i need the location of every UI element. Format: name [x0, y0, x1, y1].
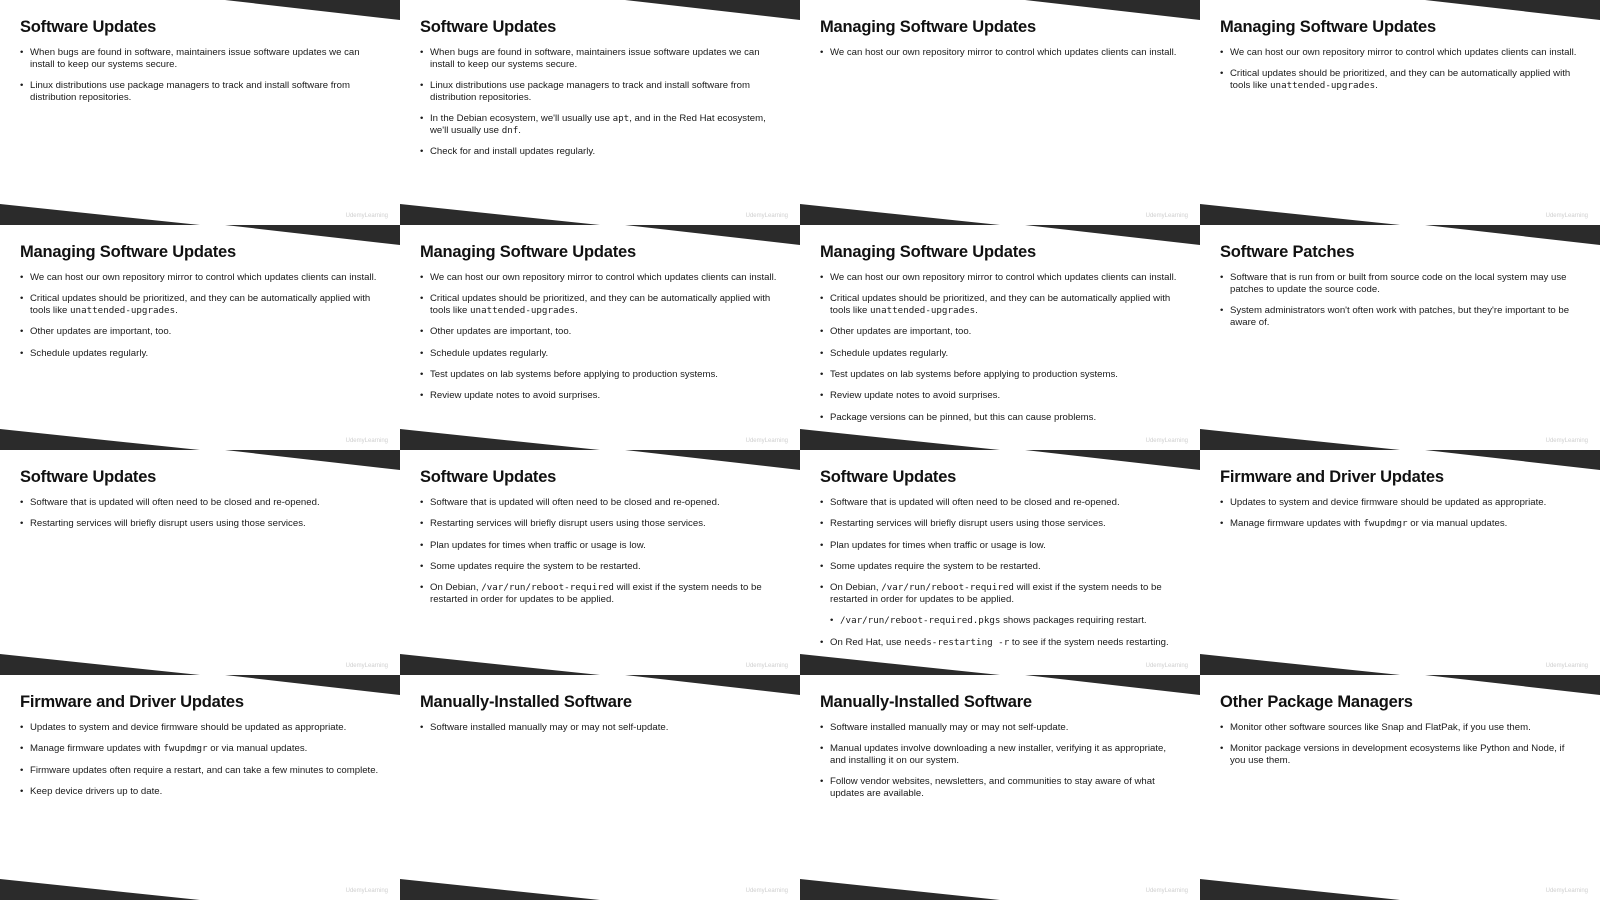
- slide-title: Managing Software Updates: [820, 18, 1036, 36]
- bullet-list: [420, 722, 780, 743]
- bullet-text: Check for and install updates regularly.: [430, 146, 596, 158]
- bullet-text: Other updates are important, too.: [830, 326, 972, 338]
- slide-thumbnail-16[interactable]: [1200, 675, 1600, 900]
- bullet-item: [20, 765, 380, 777]
- bullet-text: Schedule updates regularly.: [830, 347, 949, 359]
- bullet-item: [420, 80, 780, 104]
- bullet-item: [1220, 47, 1580, 59]
- bullet-text: Schedule updates regularly.: [430, 347, 549, 359]
- bullet-text: Test updates on lab systems before applying to production systems.: [830, 368, 1118, 380]
- watermark: UdemyLearning: [1545, 663, 1588, 669]
- slide-title: Software Updates: [820, 468, 957, 486]
- top-right-wedge: [1025, 450, 1200, 470]
- bullet-item: [420, 272, 780, 284]
- bullet-item: [820, 722, 1180, 734]
- code-text: unattended-upgrades: [1270, 80, 1376, 92]
- bullet-item: [420, 146, 780, 158]
- bullet-text: .: [1375, 80, 1378, 92]
- bullet-text: Other updates are important, too.: [30, 326, 172, 338]
- bullet-item: [420, 582, 780, 606]
- bullet-item: [20, 47, 380, 71]
- bullet-item: [20, 326, 380, 338]
- bullet-item: [820, 582, 1180, 606]
- bullet-item: [420, 497, 780, 509]
- slide-thumbnail-4[interactable]: [1200, 0, 1600, 225]
- bullet-item: [820, 272, 1180, 284]
- bullet-text: Critical updates should be prioritized, and they can be automatically applied with tools like: [830, 293, 1171, 317]
- bottom-left-wedge: [0, 204, 200, 225]
- bullet-item: [820, 412, 1180, 424]
- bullet-text: We can host our own repository mirror to control which updates clients can install.: [1230, 47, 1577, 58]
- slide-title: Manually-Installed Software: [820, 693, 1032, 711]
- bullet-text: Linux distributions use package managers to track and install software from distribution repositories.: [430, 80, 750, 103]
- bullet-text: Software installed manually may or may not self-update.: [830, 722, 1069, 733]
- bullet-item: [420, 47, 780, 71]
- bullet-text: Software that is updated will often need to be closed and re-opened.: [30, 497, 320, 508]
- bullet-list: [1220, 497, 1580, 540]
- bottom-left-wedge: [0, 879, 200, 900]
- top-right-wedge: [1425, 225, 1600, 245]
- code-text: apt: [612, 113, 630, 125]
- slide-title: Managing Software Updates: [420, 243, 636, 261]
- slide-title: Software Updates: [420, 18, 557, 36]
- top-right-wedge: [625, 675, 800, 695]
- slide-thumbnail-2[interactable]: [400, 0, 800, 225]
- bullet-text: Monitor other software sources like Snap and FlatPak, if you use them.: [1230, 722, 1531, 733]
- code-text: dnf: [501, 124, 519, 136]
- bullet-item: [420, 293, 780, 317]
- top-right-wedge: [1025, 0, 1200, 20]
- code-text: fwupdmgr: [1363, 518, 1408, 530]
- bullet-list: [420, 272, 780, 412]
- code-text: /var/run/reboot-required: [881, 582, 1014, 594]
- bullet-text: Review update notes to avoid surprises.: [430, 390, 601, 402]
- bullet-item: [1220, 272, 1580, 296]
- bottom-left-wedge: [0, 429, 200, 450]
- bullet-item: [420, 390, 780, 402]
- watermark: UdemyLearning: [1545, 213, 1588, 219]
- bullet-item: [820, 637, 1180, 649]
- code-text: needs-restarting -r: [904, 636, 1010, 648]
- bullet-item: [20, 80, 380, 104]
- watermark: UdemyLearning: [345, 888, 388, 894]
- bullet-list: [420, 497, 780, 615]
- top-right-wedge: [625, 0, 800, 20]
- bullet-item: [420, 540, 780, 552]
- bullet-list: [20, 722, 380, 807]
- watermark: UdemyLearning: [345, 438, 388, 444]
- bullet-text: Some updates require the system to be restarted.: [430, 560, 641, 572]
- top-right-wedge: [225, 675, 400, 695]
- bullet-text: In the Debian ecosystem, we'll usually use: [430, 113, 613, 125]
- bullet-item: [20, 293, 380, 317]
- watermark: UdemyLearning: [745, 438, 788, 444]
- watermark: UdemyLearning: [1145, 888, 1188, 894]
- slide-title: Managing Software Updates: [1220, 18, 1436, 36]
- bullet-text: .: [975, 305, 978, 317]
- bullet-text: Critical updates should be prioritized, and they can be automatically applied with tools like: [430, 293, 771, 317]
- bullet-text: On Debian,: [430, 582, 482, 594]
- bullet-item: [820, 326, 1180, 338]
- bullet-item: [420, 369, 780, 381]
- bullet-text: Software installed manually may or may not self-update.: [430, 722, 669, 733]
- bullet-item: [820, 47, 1180, 59]
- bullet-item: [420, 326, 780, 338]
- bullet-item: [1220, 722, 1580, 734]
- bullet-list: [820, 497, 1180, 658]
- bullet-item: [20, 518, 380, 530]
- code-text: unattended-upgrades: [70, 305, 176, 317]
- slide-title: Managing Software Updates: [820, 243, 1036, 261]
- bullet-text: shows packages requiring restart.: [1000, 615, 1147, 627]
- bullet-item: [820, 561, 1180, 573]
- code-text: /var/run/reboot-required: [481, 582, 614, 594]
- bullet-text: Monitor package versions in development ecosystems like Python and Node, if you use them.: [1230, 743, 1565, 767]
- bullet-item: [820, 390, 1180, 402]
- bullet-text: When bugs are found in software, maintainers issue software updates we can install to keep our systems secure.: [430, 47, 760, 70]
- bullet-text: will exist if the system needs to be restarted in order for updates to be applied.: [830, 582, 1162, 605]
- slide-title: Firmware and Driver Updates: [1220, 468, 1444, 486]
- slide-thumbnail-15[interactable]: [800, 675, 1200, 900]
- bullet-text: Restarting services will briefly disrupt users using those services.: [30, 518, 306, 530]
- bottom-left-wedge: [1200, 204, 1400, 225]
- bullet-text: Linux distributions use package managers to track and install software from distribution repositories.: [30, 80, 350, 103]
- watermark: UdemyLearning: [1145, 663, 1188, 669]
- bullet-text: We can host our own repository mirror to control which updates clients can install.: [430, 272, 777, 283]
- bullet-item: [420, 518, 780, 530]
- bullet-item: [820, 743, 1180, 767]
- bullet-list: [1220, 722, 1580, 776]
- bullet-text: We can host our own repository mirror to control which updates clients can install.: [830, 47, 1177, 58]
- bottom-left-wedge: [400, 654, 600, 675]
- slide-title: Managing Software Updates: [20, 243, 236, 261]
- bullet-text: or via manual updates.: [1407, 518, 1508, 530]
- slide-title: Software Patches: [1220, 243, 1355, 261]
- slide-thumbnail-5[interactable]: [0, 225, 400, 450]
- bullet-text: Manage firmware updates with: [1230, 518, 1364, 530]
- bullet-item: [20, 348, 380, 360]
- bullet-text: On Debian,: [830, 582, 882, 594]
- bullet-text: Restarting services will briefly disrupt users using those services.: [430, 518, 706, 530]
- bullet-text: Some updates require the system to be restarted.: [830, 560, 1041, 572]
- bullet-list: [820, 722, 1180, 809]
- slide-thumbnail-6[interactable]: [400, 225, 800, 450]
- top-right-wedge: [225, 0, 400, 20]
- bullet-text: Follow vendor websites, newsletters, and communities to stay aware of what updates are available.: [830, 776, 1155, 800]
- top-right-wedge: [1425, 450, 1600, 470]
- bullet-text: Manage firmware updates with: [30, 743, 164, 755]
- watermark: UdemyLearning: [745, 213, 788, 219]
- watermark: UdemyLearning: [1145, 213, 1188, 219]
- bullet-text: On Red Hat, use: [830, 636, 905, 648]
- top-right-wedge: [1425, 0, 1600, 20]
- bullet-item: [820, 518, 1180, 530]
- bullet-item: [1220, 743, 1580, 767]
- top-right-wedge: [625, 225, 800, 245]
- slide-thumbnail-14[interactable]: [400, 675, 800, 900]
- bullet-text: Firmware updates often require a restart, and can take a few minutes to complete.: [30, 764, 379, 776]
- bullet-item: [820, 776, 1180, 800]
- top-right-wedge: [1425, 675, 1600, 695]
- slide-title: Manually-Installed Software: [420, 693, 632, 711]
- top-right-wedge: [225, 450, 400, 470]
- slide-thumbnail-13[interactable]: [0, 675, 400, 900]
- slide-title: Firmware and Driver Updates: [20, 693, 244, 711]
- bullet-text: Test updates on lab systems before applying to production systems.: [430, 368, 718, 380]
- code-text: /var/run/reboot-required.pkgs: [840, 615, 1001, 627]
- bottom-left-wedge: [0, 654, 200, 675]
- bullet-item: [20, 743, 380, 755]
- bullet-item: [820, 540, 1180, 552]
- bullet-text: System administrators won't often work with patches, but they're important to be aware of.: [1230, 305, 1570, 328]
- bullet-item: [20, 786, 380, 798]
- bullet-text: We can host our own repository mirror to control which updates clients can install.: [30, 272, 377, 283]
- code-text: unattended-upgrades: [870, 305, 976, 317]
- watermark: UdemyLearning: [745, 663, 788, 669]
- slide-title: Software Updates: [20, 468, 157, 486]
- bullet-text: .: [175, 305, 178, 317]
- bullet-text: to see if the system needs restarting.: [1009, 636, 1169, 648]
- bottom-left-wedge: [400, 879, 600, 900]
- bullet-item: [20, 272, 380, 284]
- slide-thumbnail-7[interactable]: [800, 225, 1200, 450]
- bullet-item: [20, 722, 380, 734]
- bullet-text: Other updates are important, too.: [430, 326, 572, 338]
- code-text: fwupdmgr: [163, 743, 208, 755]
- slide-thumbnail-11[interactable]: [800, 450, 1200, 675]
- bullet-list: [820, 272, 1180, 433]
- bullet-text: Plan updates for times when traffic or usage is low.: [430, 539, 646, 551]
- bullet-item: [820, 497, 1180, 509]
- bottom-left-wedge: [1200, 879, 1400, 900]
- bullet-text: Plan updates for times when traffic or usage is low.: [830, 539, 1046, 551]
- slide-thumbnail-1[interactable]: [0, 0, 400, 225]
- slide-title: Software Updates: [420, 468, 557, 486]
- bullet-item: [1220, 497, 1580, 509]
- slide-thumbnail-9[interactable]: [0, 450, 400, 675]
- bottom-left-wedge: [400, 429, 600, 450]
- bottom-left-wedge: [800, 879, 1000, 900]
- bullet-text: Review update notes to avoid surprises.: [830, 390, 1001, 402]
- bullet-text: Updates to system and device firmware should be updated as appropriate.: [1230, 497, 1547, 508]
- bullet-item: [820, 369, 1180, 381]
- bullet-text: Manual updates involve downloading a new installer, verifying it as appropriate, and installing it on our system.: [830, 743, 1166, 767]
- watermark: UdemyLearning: [1545, 438, 1588, 444]
- watermark: UdemyLearning: [345, 663, 388, 669]
- bullet-text: Software that is updated will often need to be closed and re-opened.: [430, 497, 720, 508]
- bullet-item: [420, 722, 780, 734]
- top-right-wedge: [1025, 225, 1200, 245]
- bottom-left-wedge: [400, 204, 600, 225]
- bullet-list: [420, 47, 780, 168]
- slide-thumbnail-8[interactable]: [1200, 225, 1600, 450]
- bullet-list: [820, 47, 1180, 68]
- top-right-wedge: [1025, 675, 1200, 695]
- top-right-wedge: [225, 225, 400, 245]
- bullet-item: [1220, 518, 1580, 530]
- bullet-text: We can host our own repository mirror to control which updates clients can install.: [830, 272, 1177, 283]
- watermark: UdemyLearning: [345, 213, 388, 219]
- bullet-text: Keep device drivers up to date.: [30, 785, 163, 797]
- slide-thumbnail-12[interactable]: [1200, 450, 1600, 675]
- bullet-text: When bugs are found in software, maintainers issue software updates we can install to keep our systems secure.: [30, 47, 360, 70]
- bullet-list: [20, 497, 380, 540]
- watermark: UdemyLearning: [1545, 888, 1588, 894]
- bullet-text: Schedule updates regularly.: [30, 347, 149, 359]
- slide-title: Software Updates: [20, 18, 157, 36]
- bullet-list: [1220, 47, 1580, 101]
- bullet-text: , and in the Red Hat ecosystem, we'll usually use: [430, 113, 766, 136]
- slide-thumbnail-10[interactable]: [400, 450, 800, 675]
- bullet-text: .: [575, 305, 578, 317]
- bullet-item: [420, 561, 780, 573]
- slide-title: Other Package Managers: [1220, 693, 1413, 711]
- bullet-text: will exist if the system needs to be restarted in order for updates to be applied.: [430, 582, 762, 605]
- bullet-text: Software that is run from or built from source code on the local system may use patches to update the source code.: [1230, 272, 1567, 295]
- bottom-left-wedge: [1200, 654, 1400, 675]
- watermark: UdemyLearning: [1145, 438, 1188, 444]
- bottom-left-wedge: [800, 204, 1000, 225]
- bullet-item: [820, 348, 1180, 360]
- bullet-item: [1220, 305, 1580, 329]
- bullet-item: [20, 497, 380, 509]
- bullet-text: .: [518, 124, 521, 136]
- code-text: unattended-upgrades: [470, 305, 576, 317]
- bullet-list: [1220, 272, 1580, 338]
- bullet-item: [1220, 68, 1580, 92]
- bullet-text: Software that is updated will often need to be closed and re-opened.: [830, 497, 1120, 508]
- bullet-text: Critical updates should be prioritized, and they can be automatically applied with tools like: [30, 293, 371, 317]
- bottom-left-wedge: [1200, 429, 1400, 450]
- slide-thumbnail-3[interactable]: [800, 0, 1200, 225]
- bullet-text: or via manual updates.: [207, 743, 308, 755]
- bullet-item: [420, 348, 780, 360]
- bullet-item: [420, 113, 780, 137]
- bullet-text: Package versions can be pinned, but this can cause problems.: [830, 411, 1097, 423]
- bullet-text: Critical updates should be prioritized, and they can be automatically applied with tools like: [1230, 68, 1571, 92]
- bullet-item: [830, 615, 1180, 627]
- bullet-list: [20, 47, 380, 113]
- bullet-text: Restarting services will briefly disrupt users using those services.: [830, 518, 1106, 530]
- bullet-list: [20, 272, 380, 369]
- watermark: UdemyLearning: [745, 888, 788, 894]
- bullet-item: [820, 293, 1180, 317]
- top-right-wedge: [625, 450, 800, 470]
- bullet-text: Updates to system and device firmware should be updated as appropriate.: [30, 722, 347, 733]
